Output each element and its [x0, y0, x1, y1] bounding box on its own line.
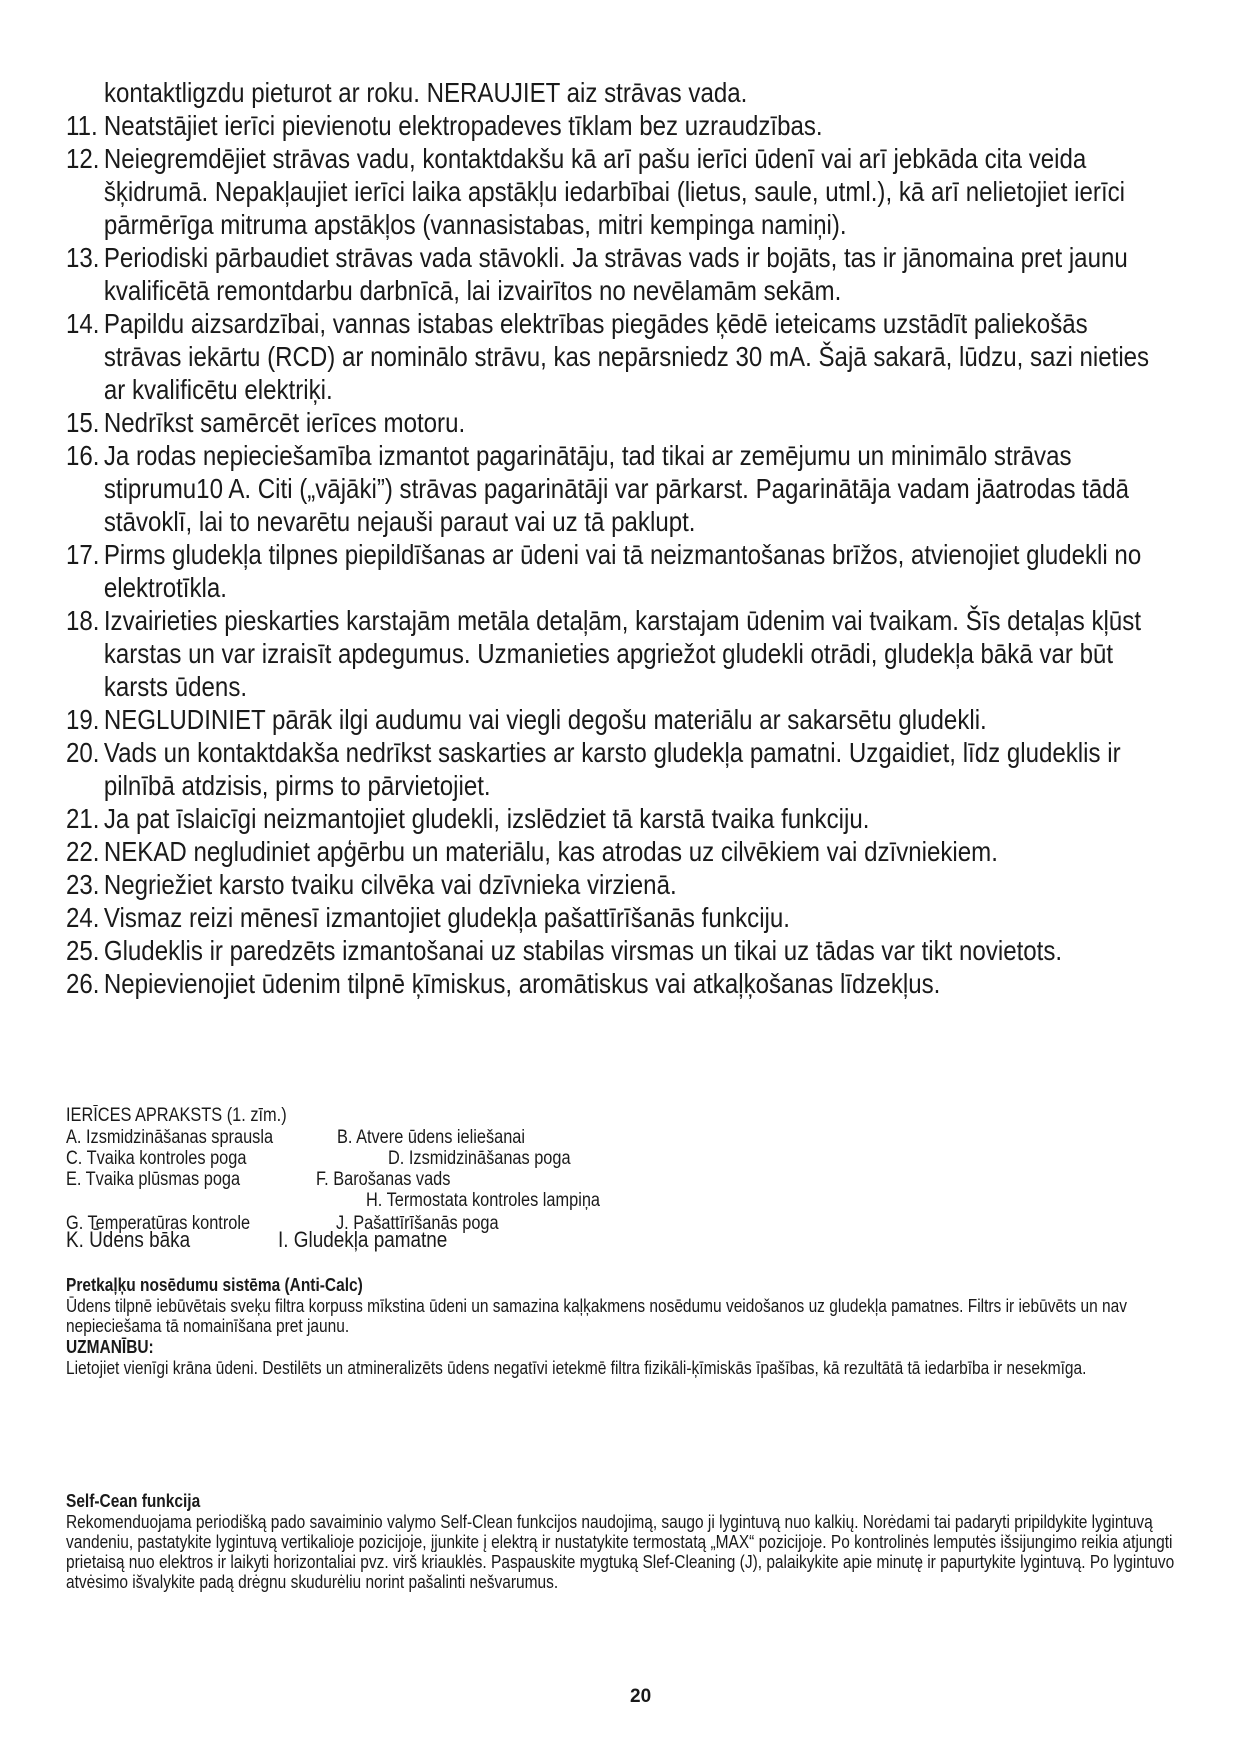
rule-number: 22. — [66, 836, 100, 867]
rule-text: Ja pat īslaicīgi neizmantojiet gludekli, izslēdziet tā karstā tvaika funkciju. — [103, 803, 870, 834]
legend-item-c: C. Tvaika kontroles poga — [66, 1148, 247, 1169]
rule-text: Nepievienojiet ūdenim tilpnē ķīmiskus, aromātiskus vai atkaļķošanas līdzekļus. — [103, 968, 941, 999]
anti-calc-heading: Pretkaļķu nosēdumu sistēma (Anti-Calc) — [66, 1275, 363, 1295]
rule-text: Periodiski pārbaudiet strāvas vada stāvokli. Ja strāvas vads ir bojāts, tas ir jānomaina pret jaunu kvalificētā remontdarbu darbnīcā, lai izvairītos no nevēlamām sekām. — [103, 242, 1128, 306]
rule-text: Negriežiet karsto tvaiku cilvēka vai dzīvnieka virzienā. — [103, 869, 677, 900]
rule-number: 21. — [66, 803, 100, 834]
legend-item-e: E. Tvaika plūsmas poga — [66, 1169, 241, 1190]
rule-text: NEGLUDINIET pārāk ilgi audumu vai viegli degošu materiālu ar sakarsētu gludekli. — [103, 704, 987, 735]
legend-item-b: B. Atvere ūdens ieliešanai — [337, 1127, 526, 1148]
rule-text: Neiegremdējiet strāvas vadu, kontaktdakšu kā arī pašu ierīci ūdenī vai arī jebkāda cita veida šķidrumā. Nepakļaujiet ierīci laika apstākļu iedarbībai (lietus, saule, utml.), kā arī nelietojiet ierīci pārmērīga mitruma apstākļos (vannasistabas, mitri kempinga namiņi). — [103, 143, 1126, 240]
legend-item-k: K. Ūdens bāka — [66, 1227, 191, 1252]
legend-item-i: I. Gludekļa pamatne — [278, 1227, 448, 1252]
rule-text: Vads un kontaktdakša nedrīkst saskarties ar karsto gludekļa pamatni. Uzgaidiet, līdz gludeklis ir pilnībā atdzisis, pirms to pārvietojiet. — [103, 737, 1121, 801]
rule-number: 18. — [66, 605, 100, 636]
legend-item-h: H. Termostata kontroles lampiņa — [366, 1190, 601, 1211]
rule-number: 15. — [66, 407, 100, 438]
rule-number: 16. — [66, 440, 100, 471]
rule-text: Pirms gludekļa tilpnes piepildīšanas ar ūdeni vai tā neizmantošanas brīžos, atvienojiet gludekli no elektrotīkla. — [103, 539, 1142, 603]
rule-item — [66, 802, 1158, 835]
rule-text: Vismaz reizi mēnesī izmantojiet gludekļa pašattīrīšanās funkciju. — [103, 902, 790, 933]
rule-number: 12. — [66, 143, 100, 174]
anti-calc-section — [66, 1274, 1176, 1378]
warning-body: Lietojiet vienīgi krāna ūdeni. Destilēts un atmineralizēts ūdens negatīvi ietekmē filtra fizikāli-ķīmiskās īpašības, kā rezultātā tā iedarbība ir nesekmīga. — [66, 1358, 1087, 1378]
rule-item — [66, 835, 1158, 868]
legend-item-g: G. Temperatūras kontrole — [66, 1213, 251, 1234]
rule-item — [66, 967, 1158, 1000]
rule-text: Nedrīkst samērcēt ierīces motoru. — [103, 407, 466, 438]
rule-item — [66, 142, 1158, 241]
rule-item — [66, 901, 1158, 934]
rule-number: 25. — [66, 935, 100, 966]
rule-text: NEKAD negludiniet apģērbu un materiālu, kas atrodas uz cilvēkiem vai dzīvniekiem. — [103, 836, 998, 867]
rule-number: 11. — [66, 110, 98, 141]
anti-calc-body: Ūdens tilpnē iebūvētais sveķu filtra korpuss mīkstina ūdeni un samazina kaļķakmens nosēdumu veidošanos uz gludekļa pamatnes. Filtrs ir iebūvēts un nav nepieciešama tā nomainīšana pret jaunu. — [66, 1296, 1127, 1336]
rule-item — [66, 604, 1158, 703]
safety-rules-list — [66, 109, 1158, 1000]
rule-number: 13. — [66, 242, 100, 273]
legend-title: IERĪCES APRAKSTS (1. zīm.) — [66, 1105, 287, 1126]
rule-text: Neatstājiet ierīci pievienotu elektropadeves tīklam bez uzraudzības. — [103, 110, 823, 141]
legend-item-j: J. Pašattīrīšanās poga — [336, 1213, 499, 1234]
self-clean-heading: Self-Cean funkcija — [66, 1491, 201, 1511]
rule-item — [66, 406, 1158, 439]
rule-item — [66, 868, 1158, 901]
self-clean-section — [66, 1490, 1176, 1592]
rule-text: Ja rodas nepieciešamība izmantot pagarinātāju, tad tikai ar zemējumu un minimālo strāvas stiprumu10 A. Citi („vājāki”) strāvas pagarinātāji var pārkarst. Pagarinātāja vadam jāatrodas tādā stāvoklī, lai to nevarētu nejauši paraut vai uz tā paklupt. — [103, 440, 1130, 537]
rule-item — [66, 439, 1158, 538]
legend-item-d: D. Izsmidzināšanas poga — [388, 1148, 571, 1169]
rule-item — [66, 538, 1158, 604]
rule-text: Papildu aizsardzībai, vannas istabas elektrības piegādes ķēdē ieteicams uzstādīt paliekošās strāvas iekārtu (RCD) ar nominālo strāvu, kas nepārsniedz 30 mA. Šajā sakarā, lūdzu, sazi nieties ar kvalificētu elektriķi. — [103, 308, 1150, 405]
rule-number: 19. — [66, 704, 100, 735]
page-number: 20 — [630, 1686, 652, 1707]
rule-text: Gludeklis ir paredzēts izmantošanai uz stabilas virsmas un tikai uz tādas var tikt novietots. — [103, 935, 1063, 966]
warning-heading: UZMANĪBU: — [66, 1337, 154, 1357]
rule-number: 23. — [66, 869, 100, 900]
continued-line: kontaktligzdu pieturot ar roku. NERAUJIET aiz strāvas vada. — [104, 77, 748, 108]
rule-item — [66, 241, 1158, 307]
rule-number: 17. — [66, 539, 100, 570]
legend-item-f: F. Barošanas vads — [316, 1169, 451, 1190]
rule-number: 26. — [66, 968, 100, 999]
rule-item — [66, 736, 1158, 802]
self-clean-body: Rekomenduojama periodišką pado savaiminio valymo Self-Clean funkcijos naudojimą, saugo ji lygintuvą nuo kalkių. Norėdami tai padaryti pripildykite lygintuvą vandeniu, pastatykite lygintuvą vertikalioje pozicijoje, įjunkite į elektrą ir nustatykite termostatą „MAX“ pozicijoje. Po kontrolinės lemputės išsijungimo reikia atjungti prietaisą nuo elektros ir laikyti horizontaliai pvz. virš kriauklės. Paspauskite mygtuką Slef-Cleaning (J), palaikykite apie minutę ir papurtykite lygintuvą. Po lygintuvo atvėsimo išvalykite padą drėgnu skudurėliu norint pašalinti nešvarumus. — [66, 1512, 1175, 1592]
rule-number: 24. — [66, 902, 100, 933]
rule-number: 20. — [66, 737, 100, 768]
rule-item — [66, 703, 1158, 736]
rule-item — [66, 109, 1158, 142]
rule-item — [66, 934, 1158, 967]
rule-item — [66, 307, 1158, 406]
legend-item-a: A. Izsmidzināšanas sprausla — [66, 1127, 274, 1148]
rule-number: 14. — [66, 308, 100, 339]
rule-text: Izvairieties pieskarties karstajām metāla detaļām, karstajam ūdenim vai tvaikam. Šīs detaļas kļūst karstas un var izraisīt apdegumus. Uzmanieties apgriežot gludekli otrādi, gludekļa bākā var būt karsts ūdens. — [103, 605, 1142, 702]
